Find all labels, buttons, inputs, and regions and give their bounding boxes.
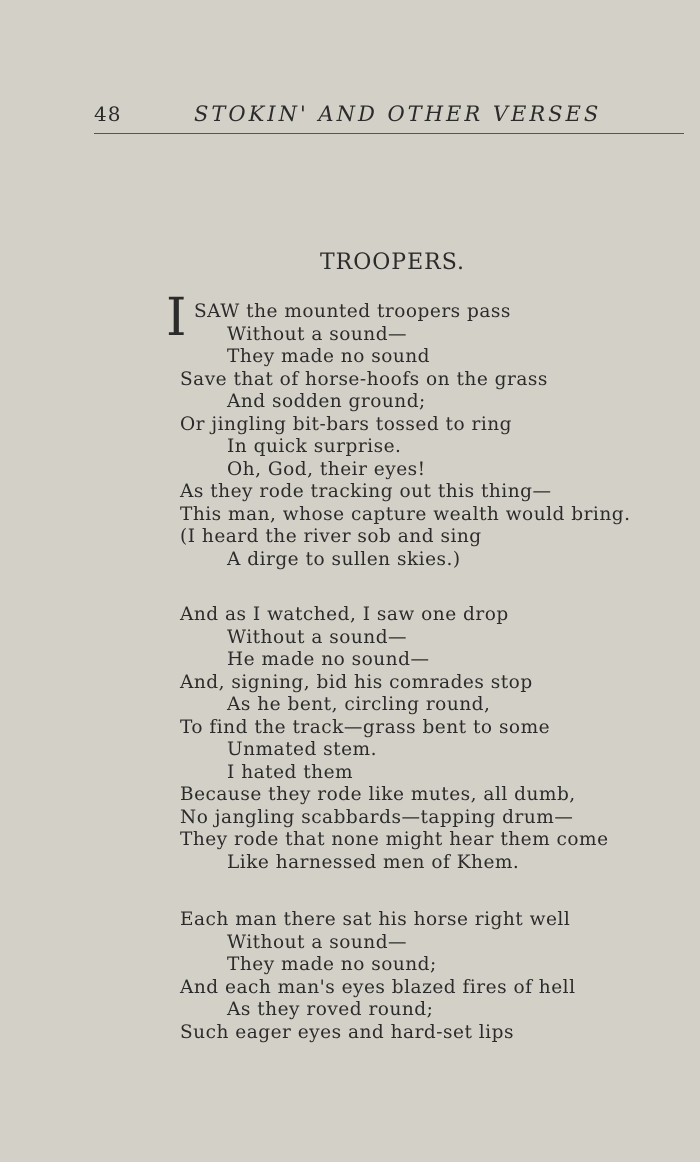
poem-line: Without a sound—	[227, 931, 408, 953]
poem-line: Unmated stem.	[227, 739, 377, 760]
poem-line: No jangling scabbards—tapping drum—	[180, 806, 574, 828]
stanza-1	[180, 301, 660, 571]
stanza-2	[180, 604, 660, 874]
poem-line: As they roved round;	[227, 999, 434, 1020]
poem-line: And sodden ground;	[227, 391, 426, 412]
poem-line: And each man's eyes blazed fires of hell	[180, 976, 576, 998]
poem-line: Without a sound—	[227, 323, 408, 345]
header-rule	[94, 133, 684, 134]
poem-line: They made no sound;	[227, 954, 437, 975]
running-head	[90, 102, 610, 132]
poem-line: Because they rode like mutes, all dumb,	[180, 784, 576, 805]
poem-line: Like harnessed men of Khem.	[227, 851, 520, 873]
poem-line: As he bent, circling round,	[227, 694, 491, 715]
poem-line: I hated them	[227, 761, 354, 783]
poem-line: In quick surprise.	[227, 436, 402, 457]
poem-line: Or jingling bit-bars tossed to ring	[180, 413, 513, 435]
page-number: 48	[94, 102, 122, 126]
poem-line: To find the track—grass bent to some	[180, 716, 551, 738]
poem-line: And as I watched, I saw one drop	[180, 604, 509, 625]
stanza-3	[180, 909, 660, 1044]
poem-line: They rode that none might hear them come	[180, 829, 609, 850]
poem-line: Each man there sat his horse right well	[180, 909, 571, 930]
running-title: STOKIN' AND OTHER VERSES	[194, 102, 602, 126]
poem-line: Save that of horse-hoofs on the grass	[180, 368, 548, 390]
poem-line: He made no sound—	[227, 649, 430, 670]
poem-line: And, signing, bid his comrades stop	[180, 671, 533, 693]
poem-line: SAW the mounted troopers pass	[194, 301, 511, 322]
poem-title: TROOPERS.	[320, 250, 466, 275]
poem-line: Oh, God, their eyes!	[227, 458, 426, 480]
poem-line: Without a sound—	[227, 626, 408, 648]
poem-line: This man, whose capture wealth would bring.	[180, 503, 631, 525]
poem-line: A dirge to sullen skies.)	[227, 548, 461, 570]
poem-line: They made no sound	[227, 346, 431, 367]
drop-cap: I	[166, 288, 187, 348]
poem-line: Such eager eyes and hard-set lips	[180, 1021, 514, 1043]
poem-line: (I heard the river sob and sing	[180, 526, 482, 547]
poem-line: As they rode tracking out this thing—	[180, 481, 552, 502]
